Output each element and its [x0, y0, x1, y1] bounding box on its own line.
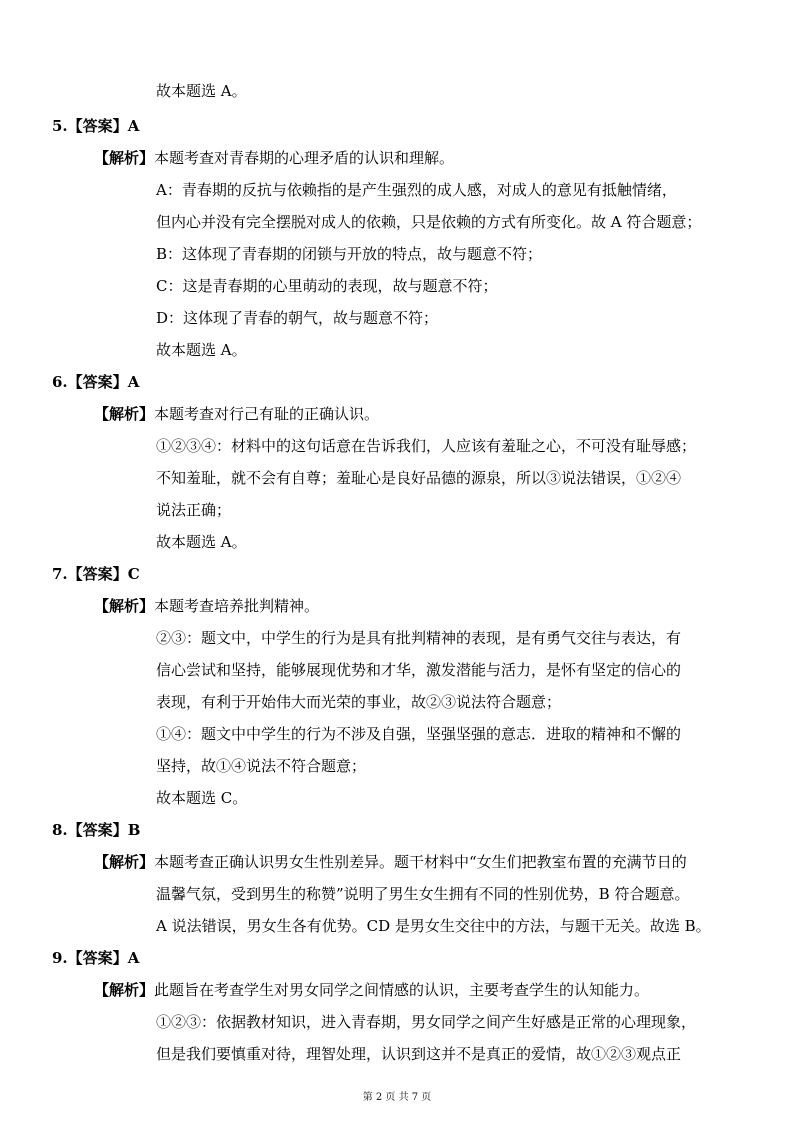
question-number: 8.	[52, 821, 68, 839]
analysis-line: A 说法错误，男女生各有优势。CD 是男女生交往中的方法，与题干无关。故选 B。	[156, 917, 711, 935]
analysis-line: ①②③④：材料中的这句话意在告诉我们，人应该有羞耻之心，不可没有耻辱感；	[156, 437, 697, 455]
analysis-line: ①④：题文中中学生的行为不涉及自强，坚强坚强的意志．进取的精神和不懈的	[156, 725, 682, 743]
conclusion-line: 故本题选 A。	[156, 82, 247, 100]
answer-value: C	[127, 565, 140, 583]
analysis-line: 故本题选 A。	[156, 533, 247, 551]
analysis-label: 【解析】	[94, 597, 155, 615]
answer-value: A	[127, 949, 140, 967]
analysis-line: D：这体现了青春的朝气，故与题意不符；	[156, 309, 439, 327]
question-number: 9.	[52, 949, 68, 967]
analysis-line: A：青春期的反抗与依赖指的是产生强烈的成人感，对成人的意见有抵触情绪，	[156, 181, 677, 199]
analysis-heading	[94, 404, 379, 424]
answer-label: 【答案】	[67, 117, 128, 135]
analysis-line: 温馨气氛，受到男生的称赞”说明了男生女生拥有不同的性别优势，B 符合题意。	[156, 885, 690, 903]
question-number: 6.	[52, 373, 68, 391]
analysis-heading	[94, 596, 319, 616]
analysis-line: 故本题选 C。	[156, 789, 248, 807]
answer-heading	[52, 820, 140, 840]
analysis-label: 【解析】	[94, 149, 155, 167]
analysis-heading	[94, 980, 649, 1000]
answer-label: 【答案】	[67, 821, 128, 839]
analysis-intro: 本题考查正确认识男女生性别差异。题干材料中“女生们把教室布置的充满节日的	[154, 853, 687, 871]
analysis-line: 不知羞耻，就不会有自尊；羞耻心是良好品德的源泉，所以③说法错误，①②④	[156, 469, 682, 487]
analysis-intro: 本题考查培养批判精神。	[154, 597, 320, 615]
analysis-line: 故本题选 A。	[156, 341, 247, 359]
answer-label: 【答案】	[67, 373, 128, 391]
question-number: 5.	[52, 117, 68, 135]
analysis-line: ②③：题文中，中学生的行为是具有批判精神的表现，是有勇气交往与表达，有	[156, 629, 682, 647]
page-footer: 第 2 页 共 7 页	[362, 1092, 432, 1103]
analysis-line: ①②③：依据教材知识，进入青春期，男女同学之间产生好感是正常的心理现象，	[156, 1013, 697, 1031]
answer-value: B	[127, 821, 141, 839]
analysis-label: 【解析】	[94, 981, 155, 999]
analysis-line: 说法正确；	[156, 501, 232, 519]
analysis-intro: 此题旨在考查学生对男女同学之间情感的认识，主要考查学生的认知能力。	[154, 981, 650, 999]
analysis-line: 但是我们要慎重对待，理智处理，认识到这并不是真正的爱情，故①②③观点正	[156, 1045, 682, 1063]
answer-heading	[52, 948, 139, 968]
analysis-label: 【解析】	[94, 405, 155, 423]
analysis-line: C：这是青春期的心里萌动的表现，故与题意不符；	[156, 277, 498, 295]
analysis-intro: 本题考查对青春期的心理矛盾的认识和理解。	[154, 149, 455, 167]
answer-heading	[52, 564, 140, 584]
analysis-line: 但内心并没有完全摆脱对成人的依赖，只是依赖的方式有所变化。故 A 符合题意；	[156, 213, 702, 231]
analysis-label: 【解析】	[94, 853, 155, 871]
analysis-heading	[94, 148, 454, 168]
analysis-heading	[94, 852, 687, 872]
answer-value: A	[127, 117, 140, 135]
answer-heading	[52, 116, 139, 136]
analysis-line: 坚持，故①④说法不符合题意；	[156, 757, 367, 775]
answer-label: 【答案】	[67, 949, 128, 967]
analysis-intro: 本题考查对行己有耻的正确认识。	[154, 405, 380, 423]
analysis-line: 信心尝试和坚持，能够展现优势和才华，激发潜能与活力，是怀有坚定的信心的	[156, 661, 682, 679]
answer-heading	[52, 372, 139, 392]
analysis-line: 表现，有利于开始伟大而光荣的事业，故②③说法符合题意；	[156, 693, 562, 711]
analysis-line: B：这体现了青春期的闭锁与开放的特点，故与题意不符；	[156, 245, 543, 263]
answer-value: A	[127, 373, 140, 391]
answer-label: 【答案】	[67, 565, 128, 583]
question-number: 7.	[52, 565, 68, 583]
